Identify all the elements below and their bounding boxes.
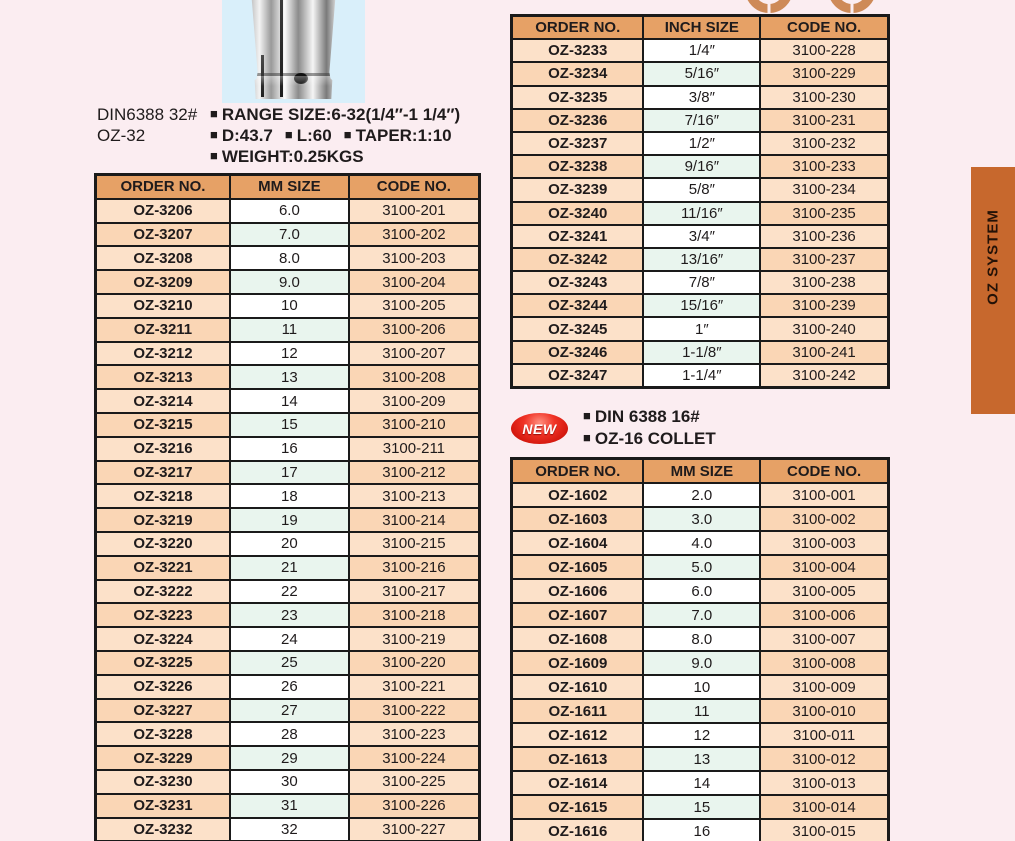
order-no-cell: OZ-3238 [512, 155, 644, 178]
code-no-cell: 3100-215 [349, 532, 480, 556]
table-row [512, 62, 889, 85]
table-row [96, 294, 480, 318]
size-cell: 13 [230, 365, 349, 389]
size-cell: 8.0 [230, 246, 349, 270]
size-cell: 1/2″ [643, 132, 760, 155]
order-no-cell: OZ-1605 [512, 555, 644, 579]
order-no-cell: OZ-3213 [96, 365, 230, 389]
table-row [96, 580, 480, 604]
collet-hole [294, 73, 308, 84]
code-no-cell: 3100-205 [349, 294, 480, 318]
code-no-cell: 3100-240 [760, 317, 888, 340]
size-cell: 16 [643, 819, 760, 841]
size-cell: 32 [230, 818, 349, 841]
code-no-cell: 3100-220 [349, 651, 480, 675]
column-header: CODE NO. [760, 459, 888, 484]
code-no-cell: 3100-235 [760, 202, 888, 225]
size-cell: 5/16″ [643, 62, 760, 85]
code-no-cell: 3100-201 [349, 199, 480, 223]
spec-item [210, 105, 460, 124]
table-row [512, 555, 889, 579]
column-header: CODE NO. [349, 175, 480, 199]
size-cell: 1/4″ [643, 39, 760, 62]
code-no-cell: 3100-008 [760, 651, 888, 675]
table-row [96, 627, 480, 651]
size-cell: 11 [643, 699, 760, 723]
size-cell: 18 [230, 484, 349, 508]
size-cell: 21 [230, 556, 349, 580]
table-row [96, 746, 480, 770]
oz16-mm-table [510, 457, 890, 841]
order-no-cell: OZ-3223 [96, 603, 230, 627]
size-cell: 15/16″ [643, 294, 760, 317]
table-row [96, 461, 480, 485]
table-row [96, 270, 480, 294]
table-row [512, 225, 889, 248]
size-cell: 10 [643, 675, 760, 699]
size-cell: 17 [230, 461, 349, 485]
order-no-cell: OZ-3237 [512, 132, 644, 155]
size-cell: 5/8″ [643, 178, 760, 201]
order-no-cell: OZ-3229 [96, 746, 230, 770]
order-no-cell: OZ-3218 [96, 484, 230, 508]
size-cell: 27 [230, 699, 349, 723]
oz32-specs [210, 104, 460, 167]
order-no-cell: OZ-3217 [96, 461, 230, 485]
table-row [512, 202, 889, 225]
order-no-cell: OZ-1614 [512, 771, 644, 795]
table-row [96, 365, 480, 389]
table-row [96, 794, 480, 818]
code-no-cell: 3100-232 [760, 132, 888, 155]
table-header-row [512, 459, 889, 484]
table-row [96, 603, 480, 627]
code-no-cell: 3100-216 [349, 556, 480, 580]
table-row [96, 413, 480, 437]
code-no-cell: 3100-229 [760, 62, 888, 85]
table-row [96, 722, 480, 746]
column-header: MM SIZE [230, 175, 349, 199]
order-no-cell: OZ-3211 [96, 318, 230, 342]
oz32-mm-table [94, 173, 481, 841]
order-no-cell: OZ-3245 [512, 317, 644, 340]
square-bullet-icon: ■ [583, 430, 591, 445]
order-no-cell: OZ-1610 [512, 675, 644, 699]
code-no-cell: 3100-236 [760, 225, 888, 248]
spec-text: RANGE SIZE:6-32(1/4″-1 1/4″) [221, 105, 461, 124]
code-no-cell: 3100-015 [760, 819, 888, 841]
table-row [512, 627, 889, 651]
spec-item [285, 126, 332, 145]
table-row [96, 532, 480, 556]
code-no-cell: 3100-013 [760, 771, 888, 795]
spec-text: D:43.7 [221, 126, 273, 145]
table-row [96, 318, 480, 342]
table-row [96, 246, 480, 270]
code-no-cell: 3100-014 [760, 795, 888, 819]
table-row [512, 531, 889, 555]
code-no-cell: 3100-207 [349, 342, 480, 366]
size-cell: 28 [230, 722, 349, 746]
order-no-cell: OZ-3207 [96, 223, 230, 247]
order-no-cell: OZ-1609 [512, 651, 644, 675]
table-row [512, 341, 889, 364]
code-no-cell: 3100-237 [760, 248, 888, 271]
size-cell: 10 [230, 294, 349, 318]
table-row [512, 699, 889, 723]
spec-line [210, 125, 460, 146]
oz-system-side-tab [971, 167, 1015, 414]
table-row [96, 699, 480, 723]
code-no-cell: 3100-004 [760, 555, 888, 579]
column-header: ORDER NO. [512, 459, 644, 484]
spec-text: DIN 6388 16# [594, 407, 700, 426]
size-cell: 30 [230, 770, 349, 794]
code-no-cell: 3100-011 [760, 723, 888, 747]
order-no-cell: OZ-3219 [96, 508, 230, 532]
square-bullet-icon: ■ [284, 127, 293, 142]
model-label: OZ-32 [97, 126, 146, 145]
size-cell: 31 [230, 794, 349, 818]
order-no-cell: OZ-1611 [512, 699, 644, 723]
table-header-row [96, 175, 480, 199]
table-header-row [512, 16, 889, 40]
size-cell: 4.0 [643, 531, 760, 555]
table-row [512, 675, 889, 699]
code-no-cell: 3100-002 [760, 507, 888, 531]
oz16-specs [583, 406, 716, 450]
code-no-cell: 3100-225 [349, 770, 480, 794]
order-no-cell: OZ-3233 [512, 39, 644, 62]
size-cell: 1-1/8″ [643, 341, 760, 364]
size-cell: 24 [230, 627, 349, 651]
logo-ring-icon [745, 0, 793, 13]
order-no-cell: OZ-3232 [96, 818, 230, 841]
size-cell: 6.0 [643, 579, 760, 603]
order-no-cell: OZ-3215 [96, 413, 230, 437]
size-cell: 14 [230, 389, 349, 413]
table-row [512, 294, 889, 317]
code-no-cell: 3100-230 [760, 86, 888, 109]
square-bullet-icon: ■ [583, 408, 591, 423]
code-no-cell: 3100-223 [349, 722, 480, 746]
code-no-cell: 3100-224 [349, 746, 480, 770]
table-row [512, 483, 889, 507]
code-no-cell: 3100-005 [760, 579, 888, 603]
code-no-cell: 3100-009 [760, 675, 888, 699]
order-no-cell: OZ-3210 [96, 294, 230, 318]
table-row [96, 675, 480, 699]
code-no-cell: 3100-233 [760, 155, 888, 178]
code-no-cell: 3100-221 [349, 675, 480, 699]
code-no-cell: 3100-217 [349, 580, 480, 604]
size-cell: 9.0 [643, 651, 760, 675]
column-header: CODE NO. [760, 16, 888, 40]
order-no-cell: OZ-1616 [512, 819, 644, 841]
table-row [96, 651, 480, 675]
table-row [96, 770, 480, 794]
size-cell: 9/16″ [643, 155, 760, 178]
table-row [96, 223, 480, 247]
size-cell: 26 [230, 675, 349, 699]
table-row [96, 556, 480, 580]
size-cell: 7/16″ [643, 109, 760, 132]
square-bullet-icon: ■ [210, 106, 218, 121]
table-row [512, 603, 889, 627]
code-no-cell: 3100-218 [349, 603, 480, 627]
code-no-cell: 3100-210 [349, 413, 480, 437]
size-cell: 3.0 [643, 507, 760, 531]
table-row [512, 771, 889, 795]
collet-illustration [245, 0, 342, 99]
table-row [512, 86, 889, 109]
spec-line [210, 104, 460, 125]
order-no-cell: OZ-1603 [512, 507, 644, 531]
table-row [512, 132, 889, 155]
column-header: ORDER NO. [512, 16, 644, 40]
size-cell: 15 [230, 413, 349, 437]
table-row [96, 818, 480, 841]
size-cell: 11/16″ [643, 202, 760, 225]
column-header: ORDER NO. [96, 175, 230, 199]
order-no-cell: OZ-3222 [96, 580, 230, 604]
model-block [97, 104, 197, 146]
order-no-cell: OZ-1615 [512, 795, 644, 819]
table-row [512, 39, 889, 62]
spec-text: WEIGHT:0.25KGS [221, 147, 364, 166]
table-row [512, 723, 889, 747]
table-row [512, 317, 889, 340]
size-cell: 12 [643, 723, 760, 747]
size-cell: 2.0 [643, 483, 760, 507]
table-row [96, 484, 480, 508]
spec-text: OZ-16 COLLET [594, 429, 716, 448]
table-row [96, 508, 480, 532]
size-cell: 8.0 [643, 627, 760, 651]
collet-slit [261, 55, 264, 97]
size-cell: 7.0 [230, 223, 349, 247]
standard-label: DIN6388 32# [97, 105, 198, 124]
column-header: INCH SIZE [643, 16, 760, 40]
order-no-cell: OZ-3212 [96, 342, 230, 366]
size-cell: 13/16″ [643, 248, 760, 271]
size-cell: 7.0 [643, 603, 760, 627]
code-no-cell: 3100-227 [349, 818, 480, 841]
code-no-cell: 3100-001 [760, 483, 888, 507]
size-cell: 3/4″ [643, 225, 760, 248]
code-no-cell: 3100-209 [349, 389, 480, 413]
code-no-cell: 3100-214 [349, 508, 480, 532]
order-no-cell: OZ-3214 [96, 389, 230, 413]
code-no-cell: 3100-003 [760, 531, 888, 555]
collet-photo [222, 0, 365, 103]
size-cell: 20 [230, 532, 349, 556]
spec-item [210, 147, 364, 166]
logo-ring-icon [828, 0, 876, 13]
spec-line [210, 146, 460, 167]
code-no-cell: 3100-212 [349, 461, 480, 485]
order-no-cell: OZ-3225 [96, 651, 230, 675]
size-cell: 1-1/4″ [643, 364, 760, 388]
size-cell: 15 [643, 795, 760, 819]
code-no-cell: 3100-007 [760, 627, 888, 651]
size-cell: 19 [230, 508, 349, 532]
order-no-cell: OZ-3216 [96, 437, 230, 461]
table-row [512, 507, 889, 531]
order-no-cell: OZ-1613 [512, 747, 644, 771]
code-no-cell: 3100-211 [349, 437, 480, 461]
spec-text: TAPER:1:10 [355, 126, 452, 145]
order-no-cell: OZ-3208 [96, 246, 230, 270]
code-no-cell: 3100-206 [349, 318, 480, 342]
code-no-cell: 3100-239 [760, 294, 888, 317]
table-row [512, 747, 889, 771]
square-bullet-icon: ■ [210, 148, 218, 163]
oz-system-label: OZ SYSTEM [984, 209, 1002, 305]
order-no-cell: OZ-3239 [512, 178, 644, 201]
order-no-cell: OZ-3236 [512, 109, 644, 132]
order-no-cell: OZ-3235 [512, 86, 644, 109]
size-cell: 3/8″ [643, 86, 760, 109]
spec-item [344, 126, 452, 145]
order-no-cell: OZ-3209 [96, 270, 230, 294]
order-no-cell: OZ-3243 [512, 271, 644, 294]
order-no-cell: OZ-3242 [512, 248, 644, 271]
code-no-cell: 3100-222 [349, 699, 480, 723]
code-no-cell: 3100-231 [760, 109, 888, 132]
spec-text: L:60 [296, 126, 332, 145]
order-no-cell: OZ-1608 [512, 627, 644, 651]
code-no-cell: 3100-203 [349, 246, 480, 270]
order-no-cell: OZ-3240 [512, 202, 644, 225]
order-no-cell: OZ-1612 [512, 723, 644, 747]
table-row [512, 155, 889, 178]
order-no-cell: OZ-1606 [512, 579, 644, 603]
order-no-cell: OZ-3226 [96, 675, 230, 699]
order-no-cell: OZ-3246 [512, 341, 644, 364]
size-cell: 29 [230, 746, 349, 770]
oz32-inch-table [510, 14, 890, 389]
size-cell: 5.0 [643, 555, 760, 579]
size-cell: 23 [230, 603, 349, 627]
code-no-cell: 3100-242 [760, 364, 888, 388]
size-cell: 22 [230, 580, 349, 604]
table-row [512, 178, 889, 201]
code-no-cell: 3100-238 [760, 271, 888, 294]
order-no-cell: OZ-3221 [96, 556, 230, 580]
code-no-cell: 3100-226 [349, 794, 480, 818]
size-cell: 14 [643, 771, 760, 795]
order-no-cell: OZ-3227 [96, 699, 230, 723]
size-cell: 6.0 [230, 199, 349, 223]
order-no-cell: OZ-3234 [512, 62, 644, 85]
code-no-cell: 3100-006 [760, 603, 888, 627]
order-no-cell: OZ-1602 [512, 483, 644, 507]
square-bullet-icon: ■ [210, 127, 218, 142]
size-cell: 1″ [643, 317, 760, 340]
order-no-cell: OZ-3224 [96, 627, 230, 651]
new-badge-label: NEW [522, 420, 557, 437]
size-cell: 16 [230, 437, 349, 461]
size-cell: 9.0 [230, 270, 349, 294]
order-no-cell: OZ-3244 [512, 294, 644, 317]
code-no-cell: 3100-012 [760, 747, 888, 771]
square-bullet-icon: ■ [343, 127, 352, 142]
table-row [512, 271, 889, 294]
table-row [512, 248, 889, 271]
spec-item [210, 126, 273, 145]
size-cell: 25 [230, 651, 349, 675]
table-row [96, 199, 480, 223]
table-row [512, 364, 889, 388]
code-no-cell: 3100-241 [760, 341, 888, 364]
order-no-cell: OZ-3228 [96, 722, 230, 746]
order-no-cell: OZ-1604 [512, 531, 644, 555]
table-row [512, 579, 889, 603]
table-row [512, 819, 889, 841]
column-header: MM SIZE [643, 459, 760, 484]
collet-slit [280, 0, 283, 97]
order-no-cell: OZ-3220 [96, 532, 230, 556]
code-no-cell: 3100-219 [349, 627, 480, 651]
table-row [96, 389, 480, 413]
order-no-cell: OZ-3241 [512, 225, 644, 248]
order-no-cell: OZ-3231 [96, 794, 230, 818]
table-row [96, 437, 480, 461]
code-no-cell: 3100-228 [760, 39, 888, 62]
table-row [512, 795, 889, 819]
code-no-cell: 3100-234 [760, 178, 888, 201]
code-no-cell: 3100-010 [760, 699, 888, 723]
order-no-cell: OZ-3230 [96, 770, 230, 794]
spec-item [583, 406, 704, 428]
spec-item [583, 428, 716, 450]
table-row [512, 651, 889, 675]
table-row [512, 109, 889, 132]
code-no-cell: 3100-204 [349, 270, 480, 294]
code-no-cell: 3100-213 [349, 484, 480, 508]
order-no-cell: OZ-3206 [96, 199, 230, 223]
new-badge [511, 413, 568, 444]
size-cell: 7/8″ [643, 271, 760, 294]
order-no-cell: OZ-1607 [512, 603, 644, 627]
code-no-cell: 3100-202 [349, 223, 480, 247]
order-no-cell: OZ-3247 [512, 364, 644, 388]
size-cell: 11 [230, 318, 349, 342]
table-row [96, 342, 480, 366]
size-cell: 13 [643, 747, 760, 771]
code-no-cell: 3100-208 [349, 365, 480, 389]
size-cell: 12 [230, 342, 349, 366]
